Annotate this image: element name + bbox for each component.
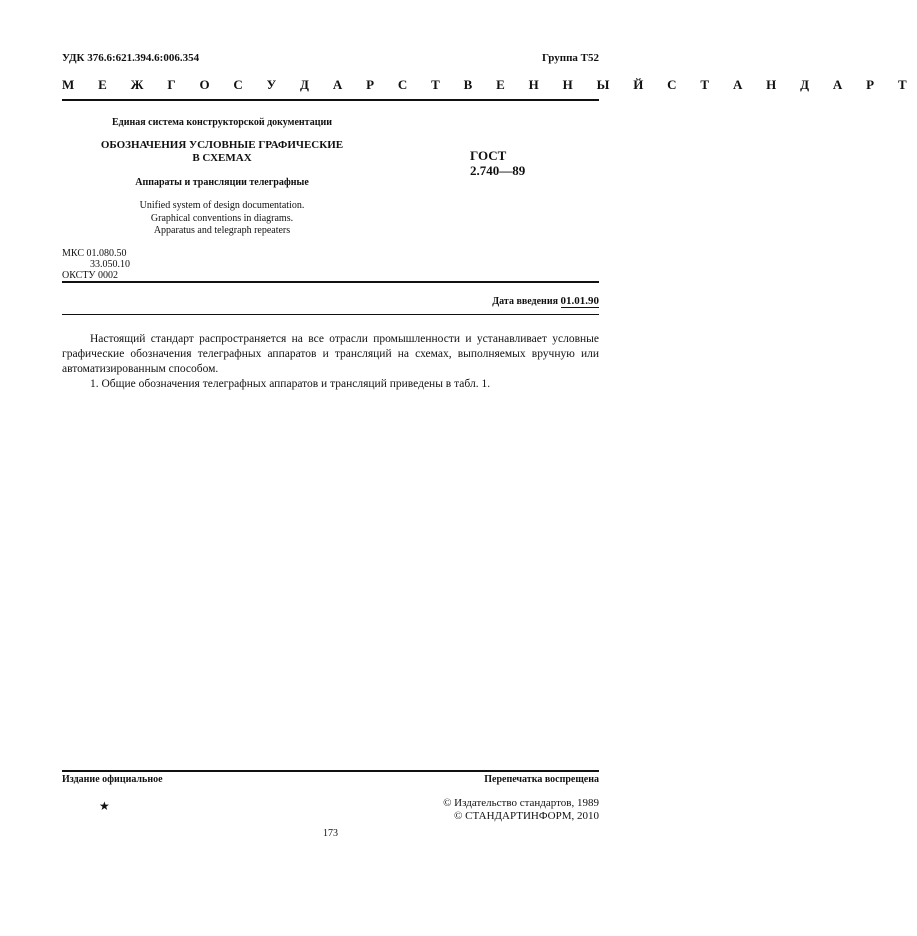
mks-code-1: МКС 01.080.50: [62, 248, 127, 259]
standard-type-heading: М Е Ж Г О С У Д А Р С Т В Е Н Н Ы Й С Т А Н Д А Р Т: [62, 77, 917, 92]
body-paragraph-1: Настоящий стандарт распространяется на все отрасли промышленности и устанавливает условные графические обозначения телеграфных аппаратов и трансляций на схемах, выполняемых вручную или автоматизированным способом.: [62, 333, 599, 375]
body-paragraph-2: 1. Общие обозначения телеграфных аппаратов и трансляций приведены в табл. 1.: [90, 378, 491, 390]
title-rule: [62, 281, 599, 283]
gost-label: ГОСТ: [470, 148, 507, 163]
english-line-2: Graphical conventions in diagrams.: [150, 212, 294, 224]
english-title: [62, 200, 382, 238]
reprint-notice: Перепечатка воспрещена: [484, 774, 599, 785]
star-icon: ★: [99, 799, 110, 813]
copyright-block: [409, 797, 599, 823]
system-name: Единая система конструкторской документации: [112, 117, 332, 128]
okstu-code: ОКСТУ 0002: [62, 270, 119, 281]
subtitle: Аппараты и трансляции телеграфные: [135, 177, 309, 188]
title-line-2: В СХЕМАХ: [192, 152, 252, 164]
page-number: 173: [323, 828, 338, 839]
gost-designation: [466, 148, 525, 178]
introduction-date: [492, 295, 599, 307]
english-line-3: Apparatus and telegraph repeaters: [153, 225, 291, 236]
footer-rule: [62, 770, 599, 772]
copyright-1: © Издательство стандартов, 1989: [443, 797, 599, 809]
group-code: Группа Т52: [541, 52, 599, 64]
mks-code-2: 33.050.10: [90, 259, 130, 270]
date-rule: [62, 314, 599, 315]
introduction-date-value: 01.01.90: [560, 295, 599, 307]
gost-number: 2.740—89: [470, 163, 526, 178]
official-edition: Издание официальное: [62, 774, 163, 785]
udk-code: УДК 376.6:621.394.6:006.354: [62, 52, 200, 64]
copyright-2: © СТАНДАРТИНФОРМ, 2010: [454, 810, 599, 822]
classification-codes: [62, 248, 130, 281]
introduction-label: Дата введения: [492, 296, 558, 307]
header-rule: [62, 99, 599, 101]
english-line-1: Unified system of design documentation.: [139, 200, 305, 211]
title-line-1: ОБОЗНАЧЕНИЯ УСЛОВНЫЕ ГРАФИЧЕСКИЕ: [100, 139, 344, 151]
